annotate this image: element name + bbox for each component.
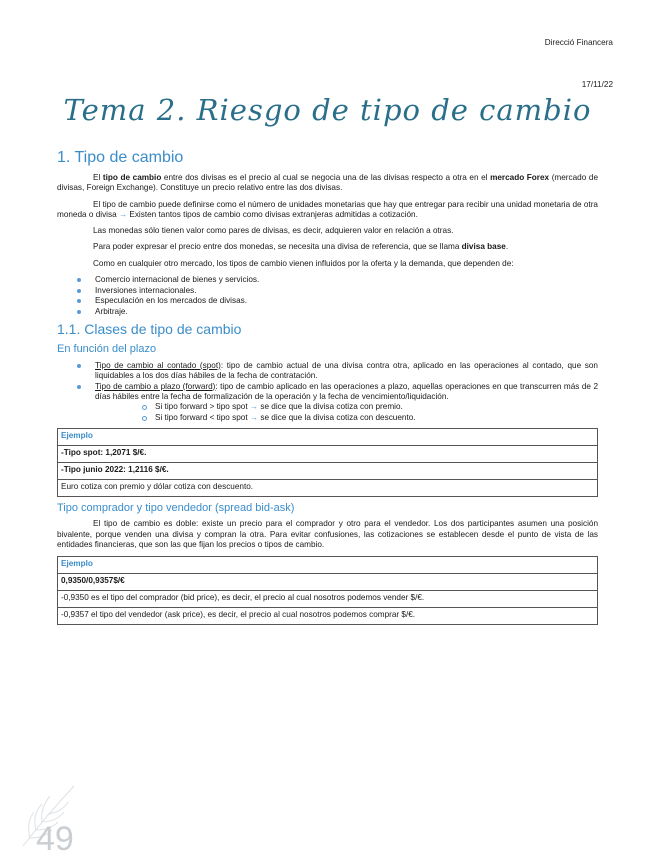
example-row: 0,9350/0,9357$/€ <box>58 573 597 590</box>
list-item: Inversiones internacionales. <box>57 286 598 296</box>
factors-list <box>57 275 598 318</box>
example-row: -0,9357 el tipo del vendedor (ask price), es decir, el precio al cual nosotros podemos comprar $/€. <box>58 607 597 624</box>
arrow-right-icon: → <box>249 402 259 411</box>
example-label: Ejemplo <box>61 430 93 440</box>
page-title: Tema 2. Riesgo de tipo de cambio <box>63 93 592 127</box>
header-subject: Direcció Financera <box>544 38 613 47</box>
subheading-spread: Tipo comprador y tipo vendedor (spread bid-ask) <box>57 501 295 514</box>
list-item-spot: Tipo de cambio al contado (spot): tipo de cambio actual de una divisa contra otra, aplicado en las operaciones al contado, que son liquidables a los dos días hábiles de la fecha de contratación. <box>57 361 598 382</box>
plazo-list <box>57 361 598 424</box>
sublist-item: Si tipo forward < tipo spot → se dice que la divisa cotiza con descuento. <box>95 413 598 423</box>
paragraph-units: El tipo de cambio puede definirse como el número de unidades monetarias que hay que entregar para recibir una unidad monetaria de otra moneda o divisa → Existen tantos tipos de cambio como divisas extranjeras admitidas a cotización. <box>57 199 598 219</box>
example-label: Ejemplo <box>61 559 93 568</box>
example-box-spot-forward <box>57 428 598 497</box>
example-box-bid-ask <box>57 556 598 625</box>
list-item: Especulación en los mercados de divisas. <box>57 296 598 306</box>
main-content <box>57 148 598 630</box>
arrow-right-icon: → <box>118 209 128 219</box>
paragraph-divisa-base: Para poder expresar el precio entre dos monedas, se necesita una divisa de referencia, que se llama divisa base. <box>93 242 509 252</box>
subheading-plazo: En función del plazo <box>57 342 157 355</box>
example-row: -Tipo junio 2022: 1,2116 $/€. <box>58 462 597 479</box>
section-heading-clases: 1.1. Clases de tipo de cambio <box>57 321 242 338</box>
header-date: 17/11/22 <box>581 80 613 89</box>
section-heading-tipo-de-cambio: 1. Tipo de cambio <box>57 149 184 166</box>
paragraph-pairs: Las monedas sólo tienen valor como pares de divisas, es decir, adquieren valor en relación a otras. <box>93 226 454 235</box>
paragraph-definition: El tipo de cambio entre dos divisas es el precio al cual se negocia una de las divisas respecto a otra en el mercado Forex (mercado de divisas, Foreign Exchange). Constituye un precio relativo entre las dos divisas. <box>57 173 598 193</box>
example-row: Euro cotiza con premio y dólar cotiza con descuento. <box>58 479 597 496</box>
list-item-forward: Tipo de cambio a plazo (forward): tipo de cambio aplicado en las operaciones a plazo, aquellas operaciones en que transcurren más de 2 días hábiles entre la fecha de formalización de la operación y la fecha de vencimiento/liquidación. Si tipo forward > tipo spot → se dice que la divisa cotiza con premio. Si tipo forward < tipo spot → se dice que la divisa cotiza con descuento. <box>57 382 598 424</box>
list-item: Comercio internacional de bienes y servicios. <box>57 275 598 285</box>
page-number: 49 <box>36 820 74 858</box>
paragraph-spread: El tipo de cambio es doble: existe un precio para el comprador y otro para el vendedor. Los dos participantes asumen una posición bivalente, porque venden una divisa y compran la otra. Para evitar confusiones, las cotizaciones se establecen desde el punto de vista de las entidades financieras, que son las que fijan los precios o tipos de cambio. <box>57 519 598 549</box>
example-row: -0,9350 es el tipo del comprador (bid price), es decir, el precio al cual nosotros podemos vender $/€. <box>58 590 597 607</box>
sublist-item: Si tipo forward > tipo spot → se dice que la divisa cotiza con premio. <box>95 402 598 412</box>
paragraph-oferta-demanda: Como en cualquier otro mercado, los tipos de cambio vienen influidos por la oferta y la demanda, que dependen de: <box>93 258 514 268</box>
list-item: Arbitraje. <box>57 307 598 317</box>
example-row: -Tipo spot: 1,2071 $/€. <box>58 445 597 462</box>
arrow-right-icon: → <box>249 413 259 423</box>
forward-sublist <box>95 402 598 424</box>
